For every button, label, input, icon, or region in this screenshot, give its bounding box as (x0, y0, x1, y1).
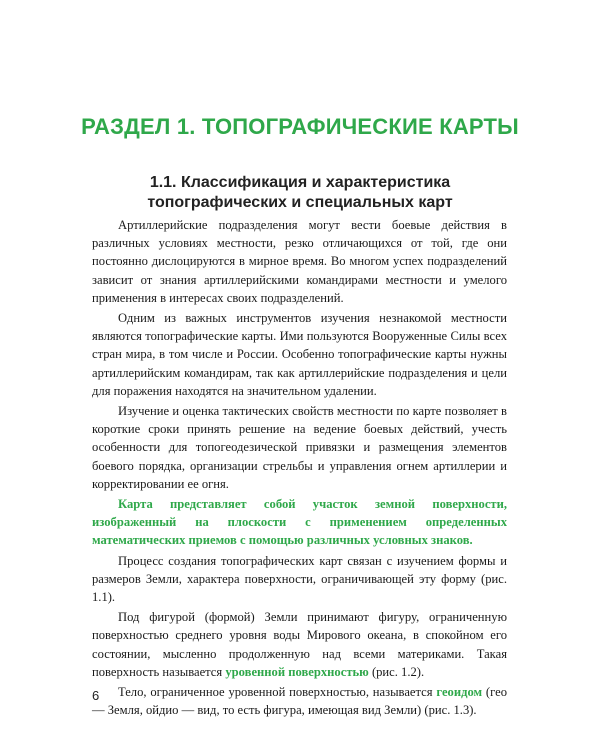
paragraph-3: Изучение и оценка тактических свойств местности по карте позволяет в короткие сроки принять решение на ведение боевых действий, учесть особенности для топогеодезической привязки и размещения элементов боевого порядка, организации стрельбы и управления огнем артиллерии и корректировании ее огня. (92, 404, 507, 491)
paragraph-5: Процесс создания топографических карт связан с изучением формы и размеров Земли, характера поверхности, ограничивающей эту форму (рис. 1.1). (92, 553, 507, 605)
paragraph-6 (92, 608, 507, 681)
subsection-title-line-1: 1.1. Классификация и характеристика (149, 174, 451, 191)
paragraph-7 (92, 683, 507, 719)
body-text (92, 216, 507, 721)
page-number: 6 (92, 688, 100, 703)
subsection-title-line-2: топографических и специальных карт (147, 194, 453, 211)
paragraph-2: Одним из важных инструментов изучения незнакомой местности являются топографические карты. Ими пользуются Вооруженные Силы всех стран мира, в том числе и России. Особенно топографические карты нужны артиллерийским командирам, так как артиллерийские подразделения и цели для поражения находятся на значительном удалении. (92, 311, 507, 398)
paragraph-6-text: Под фигурой (формой) Земли принимают фигуру, ограниченную поверхностью среднего уровня воды Мирового океана, в спокойном его состоянии, мысленно продолженную над всеми материками. Такая поверхность называется (92, 610, 507, 679)
term-level-surface: уровенной поверхностью (225, 664, 369, 679)
definition-paragraph: Карта представляет собой участок земной поверхности, изображенный на плоскости с применением определенных математических приемов с помощью различных условных знаков. (92, 497, 507, 548)
subsection-title (90, 173, 510, 213)
section-title: РАЗДЕЛ 1. ТОПОГРАФИЧЕСКИЕ КАРТЫ (81, 114, 519, 139)
paragraph-7-text: Тело, ограниченное уровенной поверхностью, называется (118, 685, 437, 700)
paragraph-7-tail: (гео — Земля, ойдио — вид, то есть фигура, имеющая вид Земли) (рис. 1.3). (92, 685, 507, 718)
paragraph-1: Артиллерийские подразделения могут вести боевые действия в различных условиях местности, резко отличающихся от той, где они постоянно дислоцируются в мирное время. Во многом успех подразделений зависит от знания артиллерийскими командирами местности и умелого применения в интересах своих подразделений. (92, 218, 507, 305)
term-geoid: геоидом (436, 685, 483, 700)
paragraph-6-tail: (рис. 1.2). (368, 664, 425, 679)
